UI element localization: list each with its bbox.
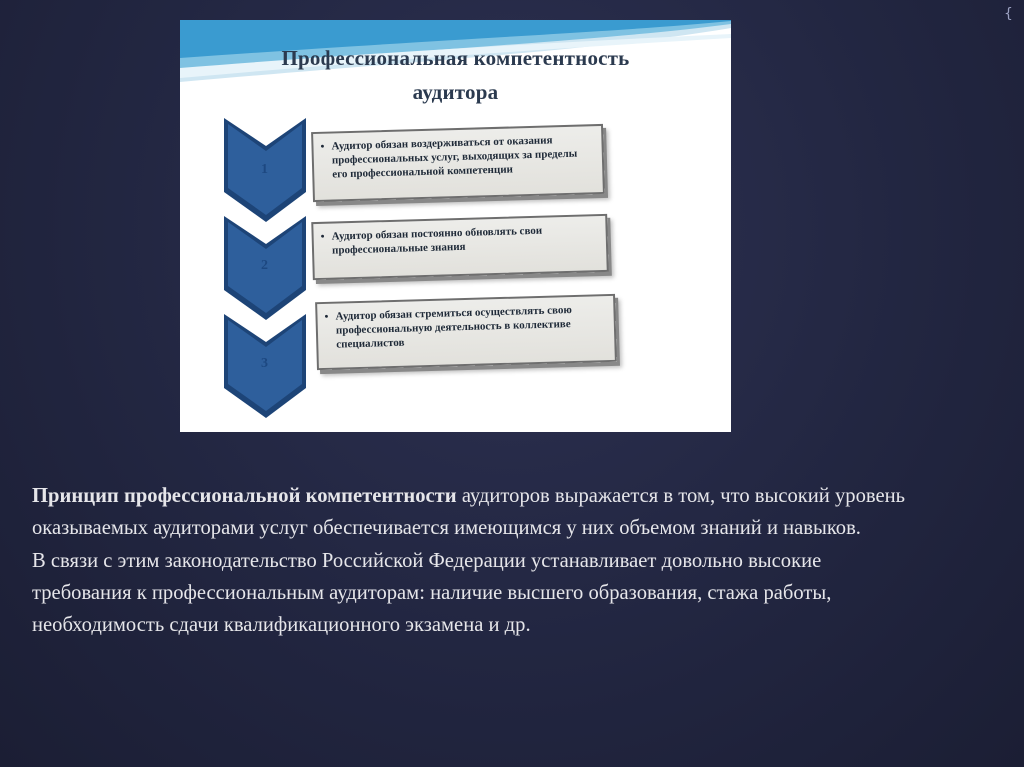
step-number-2: 2 (261, 258, 268, 273)
paragraph-1-rest: аудиторов выражается в том, что высокий уровень оказываемых аудиторами услуг обеспечивается имеющимся у них объемом знаний и навыков. (32, 485, 906, 540)
step-card-2: • Аудитор обязан постоянно обновлять свои профессиональные знания (311, 214, 609, 280)
paragraph-1 (32, 480, 912, 545)
image-title-line1: Профессиональная компетентность (281, 46, 630, 70)
paragraph-2: В связи с этим законодательство Российской Федерации устанавливает довольно высокие требования к профессиональным аудиторам: наличие высшего образования, стажа работы, необходимость сдачи квалификационного экзамена и др. (32, 549, 832, 637)
step-number-3: 3 (261, 356, 268, 371)
step-number-1: 1 (261, 162, 268, 177)
body-text (32, 480, 912, 641)
bold-lead: Принцип профессиональной компетентности (32, 485, 457, 507)
image-title-line2: аудитора (412, 80, 499, 104)
step-card-3: • Аудитор обязан стремиться осуществлять свою профессиональную деятельность в коллективе специалистов (315, 294, 617, 370)
slide-image (180, 20, 731, 432)
step-card-1: • Аудитор обязан воздерживаться от оказания профессиональных услуг, выходящих за пределы его профессиональной компетенции (311, 124, 605, 202)
curly-brace-icon: { (1004, 6, 1013, 22)
